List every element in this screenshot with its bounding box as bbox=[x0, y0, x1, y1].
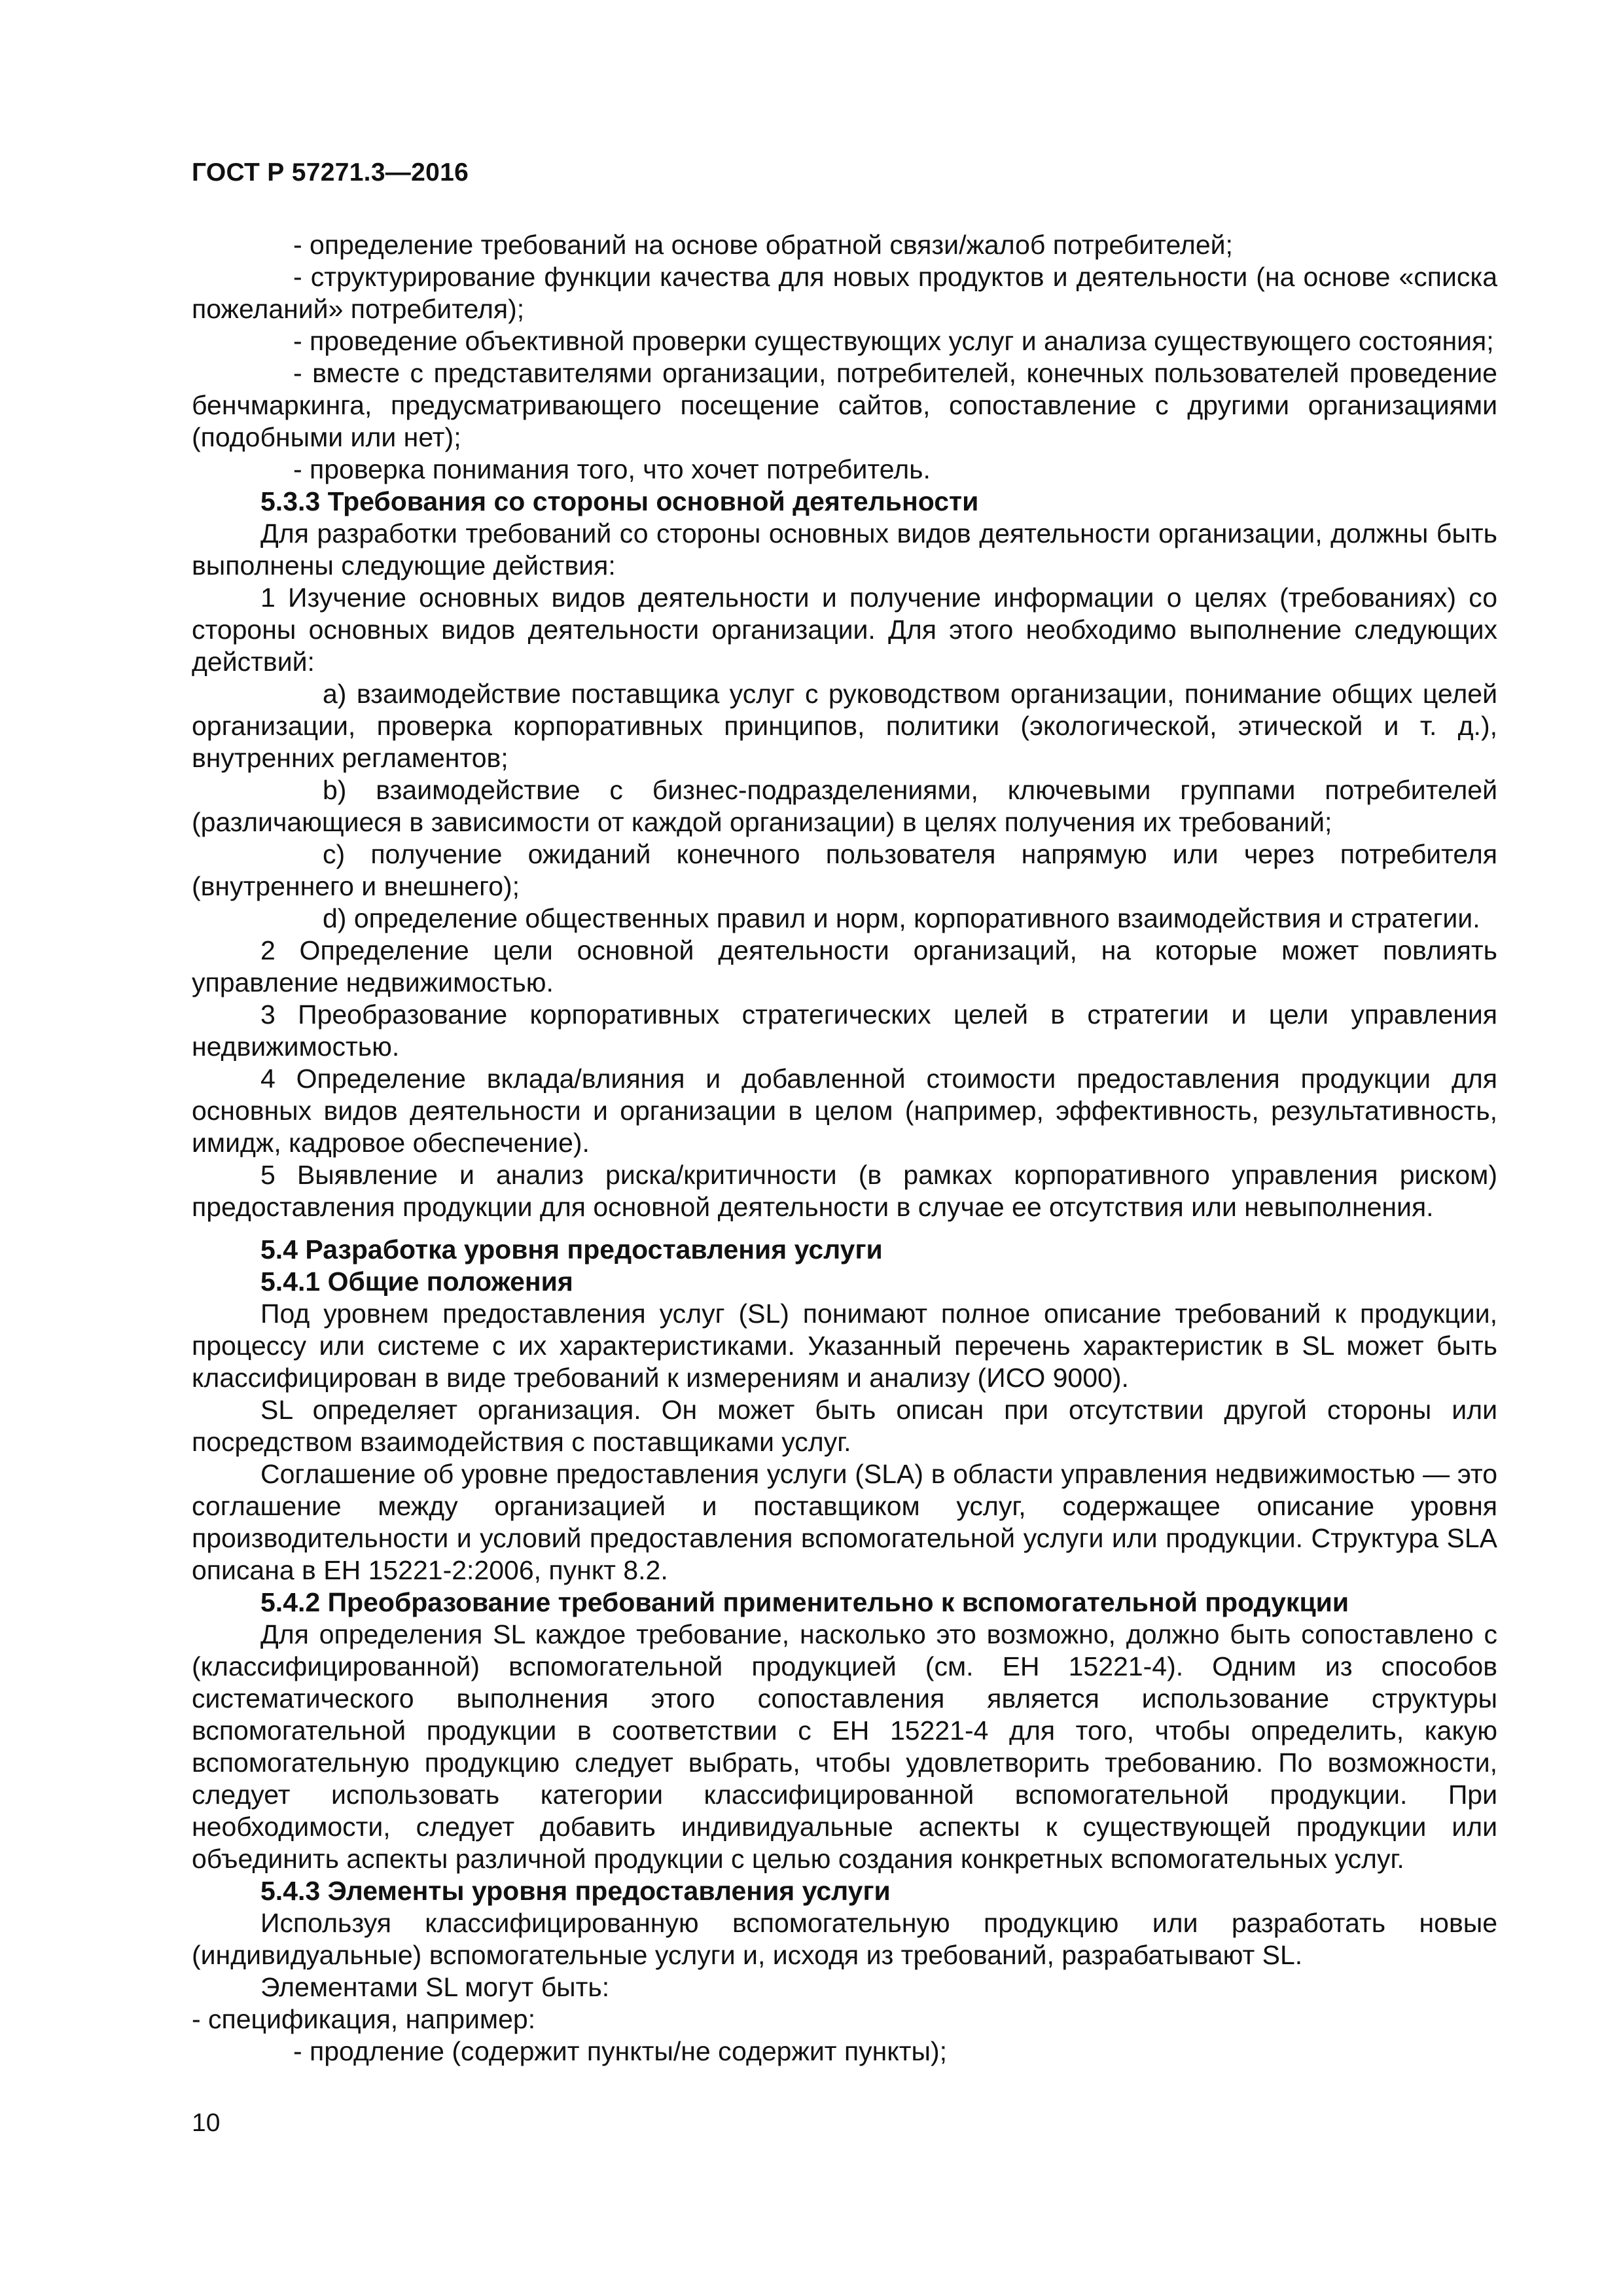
sub-bullet-item: - продление (содержит пункты/не содержит пункты); bbox=[293, 2036, 948, 2066]
numbered-item: 5 Выявление и анализ риска/критичности (в рамках корпоративного управления риском) предоставления продукции для основной деятельности в случае ее отсутствия или невыполнения. bbox=[192, 1160, 1497, 1222]
paragraph: Для разработки требований со стороны основных видов деятельности организации, должны быть выполнены следующие действия: bbox=[192, 518, 1497, 581]
document-code-header: ГОСТ Р 57271.3—2016 bbox=[192, 158, 469, 187]
page-number: 10 bbox=[192, 2109, 221, 2137]
section-heading-5-3-3: 5.3.3 Требования со стороны основной деятельности bbox=[260, 486, 979, 516]
bullet-item: - спецификация, например: bbox=[192, 2004, 536, 2034]
lettered-item: d) определение общественных правил и норм, корпоративного взаимодействия и стратегии. bbox=[323, 903, 1480, 933]
paragraph: Элементами SL могут быть: bbox=[260, 1972, 610, 2002]
bullet-item: - определение требований на основе обратной связи/жалоб потребителей; bbox=[293, 230, 1233, 260]
document-body bbox=[192, 229, 1497, 2068]
bullet-item: - проведение объективной проверки существующих услуг и анализа существующего состояния; bbox=[293, 326, 1494, 356]
section-heading-5-4-1: 5.4.1 Общие положения bbox=[260, 1266, 573, 1297]
bullet-item: - проверка понимания того, что хочет потребитель. bbox=[293, 454, 931, 484]
numbered-item: 4 Определение вклада/влияния и добавленной стоимости предоставления продукции для основных видов деятельности и организации в целом (например, эффективность, результативность, имидж, кадровое обеспечение). bbox=[192, 1064, 1497, 1158]
numbered-item: 1 Изучение основных видов деятельности и получение информации о целях (требованиях) со стороны основных видов деятельности организации. Для этого необходимо выполнение следующих действий: bbox=[192, 583, 1497, 677]
paragraph: Соглашение об уровне предоставления услуги (SLA) в области управления недвижимостью — это соглашение между организацией и поставщиком услуг, содержащее описание уровня производительности и условий предоставления вспомогательной услуги или продукции. Структура SLA описана в ЕН 15221-2:2006, пункт 8.2. bbox=[192, 1459, 1497, 1585]
section-heading-5-4-2: 5.4.2 Преобразование требований применительно к вспомогательной продукции bbox=[260, 1587, 1349, 1617]
section-heading-5-4: 5.4 Разработка уровня предоставления услуги bbox=[260, 1234, 883, 1265]
paragraph: SL определяет организация. Он может быть описан при отсутствии другой стороны или посредством взаимодействия с поставщиками услуг. bbox=[192, 1395, 1497, 1457]
lettered-item: b) взаимодействие с бизнес-подразделениями, ключевыми группами потребителей (различающиеся в зависимости от каждой организации) в целях получения их требований; bbox=[192, 775, 1497, 837]
lettered-item: c) получение ожиданий конечного пользователя напрямую или через потребителя (внутреннего и внешнего); bbox=[192, 839, 1497, 901]
section-heading-5-4-3: 5.4.3 Элементы уровня предоставления услуги bbox=[260, 1876, 891, 1906]
numbered-item: 3 Преобразование корпоративных стратегических целей в стратегии и цели управления недвижимостью. bbox=[192, 999, 1497, 1062]
numbered-item: 2 Определение цели основной деятельности организаций, на которые может повлиять управление недвижимостью. bbox=[192, 935, 1497, 997]
paragraph: Под уровнем предоставления услуг (SL) понимают полное описание требований к продукции, процессу или системе с их характеристиками. Указанный перечень характеристик в SL может быть классифицирован в виде требований к измерениям и анализу (ИСО 9000). bbox=[192, 1299, 1497, 1393]
lettered-item: a) взаимодействие поставщика услуг с руководством организации, понимание общих целей организации, проверка корпоративных принципов, политики (экологической, этической и т. д.), внутренних регламентов; bbox=[192, 679, 1497, 773]
paragraph: Для определения SL каждое требование, насколько это возможно, должно быть сопоставлено с (классифицированной) вспомогательной продукцией (см. ЕН 15221-4). Одним из способов систематического выполнения этого сопоставления является использование структуры вспомогательной продукции в соответствии с ЕН 15221-4 для того, чтобы определить, какую вспомогательную продукцию следует выбрать, чтобы удовлетворить требованию. По возможности, следует использовать категории классифицированной вспомогательной продукции. При необходимости, следует добавить индивидуальные аспекты к существующей продукции или объединить аспекты различной продукции с целью создания конкретных вспомогательных услуг. bbox=[192, 1619, 1497, 1874]
bullet-item: - структурирование функции качества для новых продуктов и деятельности (на основе «списка пожеланий» потребителя); bbox=[192, 262, 1497, 324]
bullet-item: - вместе с представителями организации, потребителей, конечных пользователей проведение бенчмаркинга, предусматривающего посещение сайтов, сопоставление с другими организациями (подобными или нет); bbox=[192, 358, 1497, 452]
paragraph: Используя классифицированную вспомогательную продукцию или разработать новые (индивидуальные) вспомогательные услуги и, исходя из требований, разрабатывают SL. bbox=[192, 1908, 1497, 1970]
